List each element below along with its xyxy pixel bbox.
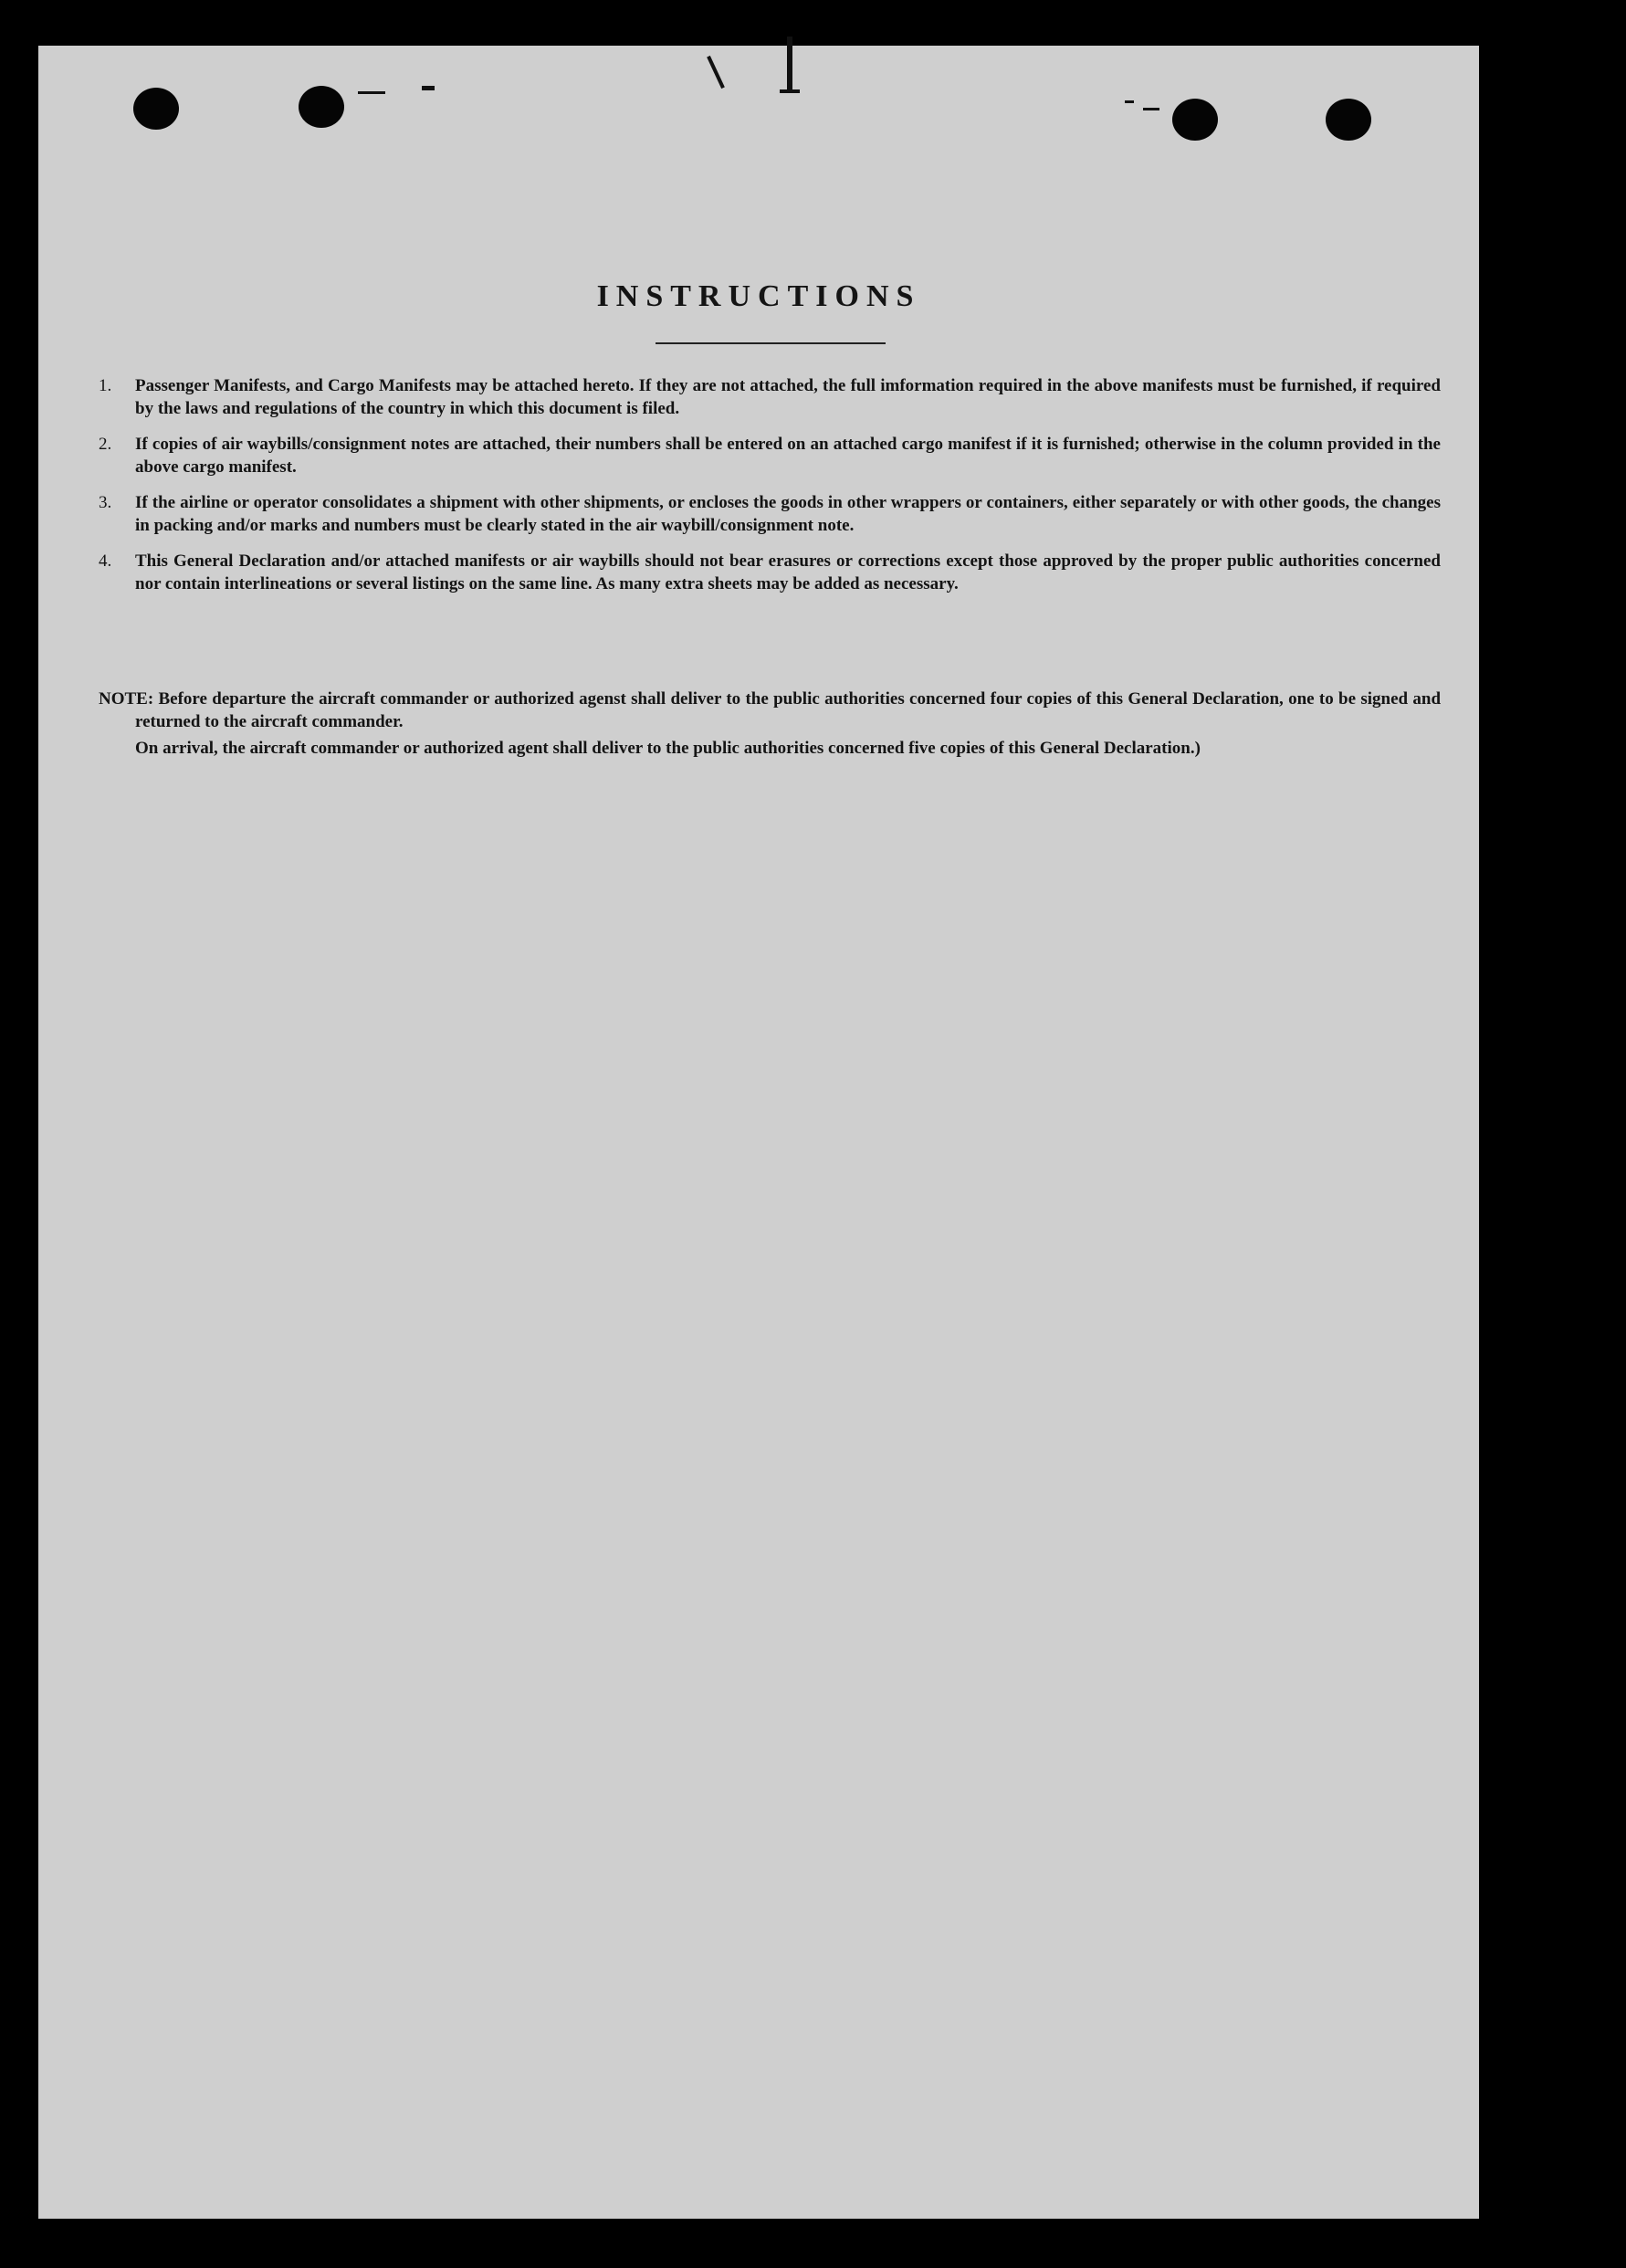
punch-hole-1	[133, 88, 179, 130]
item-number: 2.	[99, 435, 112, 454]
punch-hole-4	[1326, 99, 1371, 141]
document-page	[38, 46, 1479, 2219]
list-item	[99, 374, 1441, 420]
list-item	[99, 550, 1441, 595]
page-title: INSTRUCTIONS	[596, 279, 921, 313]
instructions-list	[99, 374, 1441, 608]
punch-hole-3	[1172, 99, 1218, 141]
item-text: This General Declaration and/or attached manifests or air waybills should not bear erasures or corrections except those approved by the proper public authorities concerned nor contain interlineations or several listings on the same line. As many extra sheets may be added as necessary.	[135, 551, 1441, 593]
title-underline	[656, 342, 886, 344]
note-section	[99, 688, 1441, 760]
list-item	[99, 433, 1441, 478]
note-departure-text: Before departure the aircraft commander or authorized agenst shall deliver to the public authorities concerned four copies of this General Declaration, one to be signed and returned to the aircraft commander.	[135, 689, 1442, 731]
list-item	[99, 491, 1441, 537]
item-text: If copies of air waybills/consignment notes are attached, their numbers shall be entered on an attached cargo manifest if it is furnished; otherwise in the column provided in the above cargo manifest.	[135, 435, 1441, 477]
scratch-mark	[707, 56, 725, 89]
item-number: 1.	[99, 376, 112, 395]
note-label: NOTE:	[99, 689, 154, 709]
note-arrival-text: On arrival, the aircraft commander or authorized agent shall deliver to the public authorities concerned five copies of this General Declaration.)	[135, 739, 1201, 758]
scratch-mark	[1143, 108, 1159, 110]
item-number: 3.	[99, 493, 112, 512]
scratch-mark	[422, 86, 435, 90]
item-number: 4.	[99, 551, 112, 571]
scratch-mark	[780, 89, 800, 93]
scratch-mark	[358, 91, 385, 94]
scratch-mark	[1125, 100, 1134, 103]
item-text: Passenger Manifests, and Cargo Manifests may be attached hereto. If they are not attached, the full imformation required in the above manifests must be furnished, if required by the laws and regulations of the country in which this document is filed.	[135, 376, 1441, 418]
note-departure	[99, 688, 1441, 733]
scratch-mark	[787, 37, 792, 89]
punch-hole-2	[299, 86, 344, 128]
item-text: If the airline or operator consolidates a shipment with other shipments, or encloses the goods in other wrappers or containers, either separately or with other goods, the changes in packing and/or marks and numbers must be clearly stated in the air waybill/consignment note.	[135, 493, 1441, 535]
